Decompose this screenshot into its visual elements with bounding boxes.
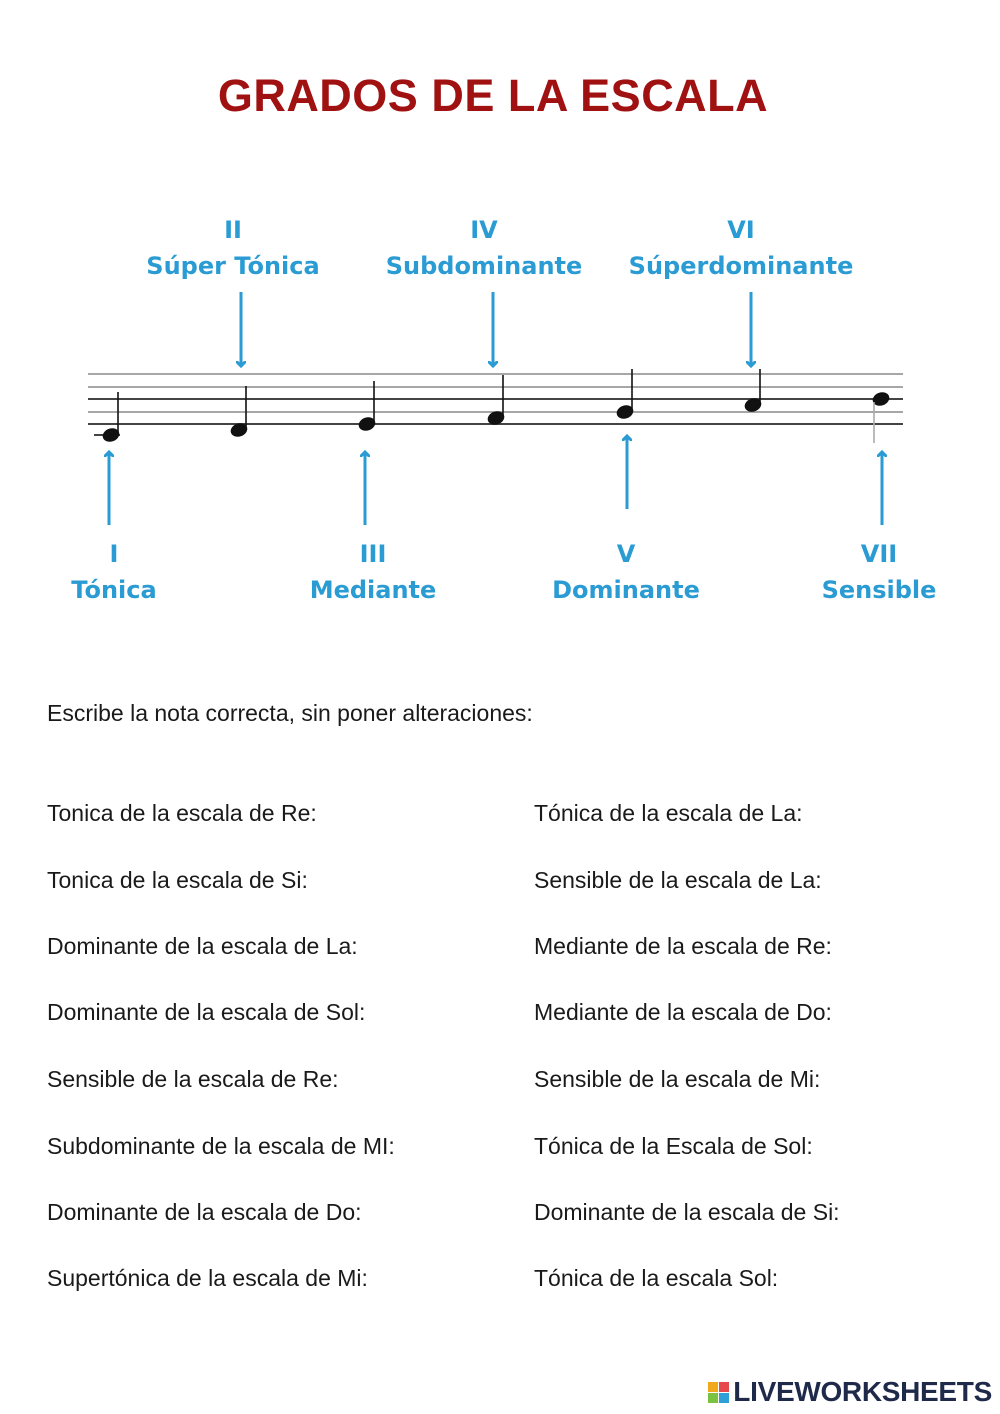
question-left-1: Tonica de la escala de Re: <box>47 800 317 826</box>
logo-mark-icon <box>708 1382 729 1403</box>
note-degree-5 <box>615 369 634 420</box>
degree-arrows <box>109 292 882 525</box>
instruction-text: Escribe la nota correcta, sin poner alteraciones: <box>47 700 533 726</box>
question-right-4: Mediante de la escala de Do: <box>534 999 832 1025</box>
question-right-3: Mediante de la escala de Re: <box>534 933 832 959</box>
degree-name: Dominante <box>552 576 700 604</box>
degree-numeral: VI <box>727 216 755 244</box>
scale-notes <box>101 369 890 443</box>
degree-name: Sensible <box>821 576 937 604</box>
degree-label-III <box>310 536 437 608</box>
degree-name: Tónica <box>71 576 157 604</box>
question-right-2: Sensible de la escala de La: <box>534 867 822 893</box>
question-right-1: Tónica de la escala de La: <box>534 800 803 826</box>
degree-numeral: III <box>359 540 387 568</box>
degree-label-II <box>146 212 319 284</box>
degree-label-VI <box>629 212 854 284</box>
degree-name: Mediante <box>309 576 437 604</box>
degree-numeral: IV <box>470 216 498 244</box>
degree-numeral: V <box>616 540 636 568</box>
note-degree-7 <box>871 391 890 443</box>
liveworksheets-logo <box>708 1376 992 1408</box>
degree-label-V <box>552 536 700 608</box>
degree-name: Súperdominante <box>628 252 854 280</box>
degree-label-VII <box>822 536 937 608</box>
question-left-6: Subdominante de la escala de MI: <box>47 1133 395 1159</box>
degree-numeral: I <box>109 540 119 568</box>
question-left-8: Supertónica de la escala de Mi: <box>47 1265 368 1291</box>
worksheet-title: GRADOS DE LA ESCALA <box>217 70 769 121</box>
degree-numeral: II <box>224 216 242 244</box>
logo-text: LIVEWORKSHEETS <box>733 1376 992 1407</box>
note-degree-3 <box>357 381 376 432</box>
degree-name: Subdominante <box>385 252 583 280</box>
question-right-7: Dominante de la escala de Si: <box>534 1199 840 1225</box>
degree-numeral: VII <box>860 540 898 568</box>
question-left-3: Dominante de la escala de La: <box>47 933 358 959</box>
degree-name: Súper Tónica <box>146 252 320 280</box>
note-degree-6 <box>743 369 762 413</box>
question-left-2: Tonica de la escala de Si: <box>47 867 308 893</box>
degree-label-I <box>71 536 156 608</box>
question-right-6: Tónica de la Escala de Sol: <box>534 1133 813 1159</box>
question-left-4: Dominante de la escala de Sol: <box>47 999 366 1025</box>
note-degree-4 <box>486 375 505 426</box>
question-left-5: Sensible de la escala de Re: <box>47 1066 339 1092</box>
degree-label-IV <box>386 212 583 284</box>
question-right-5: Sensible de la escala de Mi: <box>534 1066 821 1092</box>
question-right-8: Tónica de la escala Sol: <box>534 1265 779 1291</box>
question-left-7: Dominante de la escala de Do: <box>47 1199 362 1225</box>
